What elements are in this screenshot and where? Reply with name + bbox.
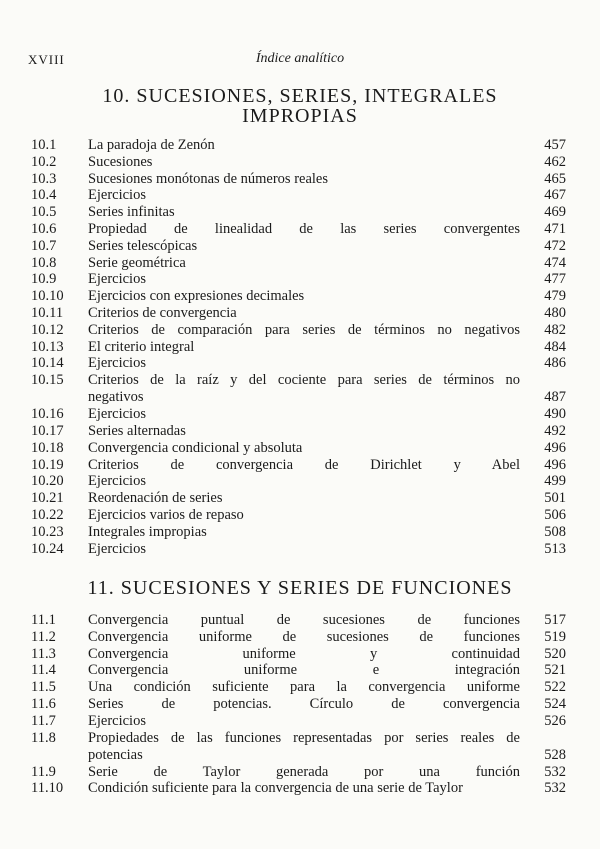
entry-page-number: 479 bbox=[544, 288, 566, 305]
entry-title: El criterio integral bbox=[88, 338, 195, 355]
entry-title: Propiedad de linealidad de las series convergentes bbox=[88, 221, 520, 237]
entry-title: Ejercicios bbox=[88, 187, 146, 204]
entry-title: Criterios de convergencia de Dirichlet y Abel bbox=[88, 456, 520, 473]
toc-entry bbox=[0, 137, 600, 154]
entry-title: Convergencia uniforme y continuidad bbox=[88, 645, 520, 662]
entry-title: Series de potencias. Círculo de convergencia bbox=[88, 696, 520, 712]
entry-title: Sucesiones monótonas de números reales bbox=[88, 170, 329, 187]
chapter-10-title-line-2: IMPROPIAS bbox=[242, 105, 358, 127]
toc-entry bbox=[0, 713, 600, 730]
entry-number: 10.20 bbox=[31, 473, 64, 490]
toc-entry bbox=[0, 221, 600, 238]
entry-number: 11.8 bbox=[31, 729, 56, 746]
toc-entry bbox=[0, 612, 600, 629]
entry-title: Ejercicios bbox=[88, 271, 146, 288]
entry-number: 10.22 bbox=[31, 507, 64, 523]
toc-entry bbox=[0, 271, 600, 288]
entry-page-number: 524 bbox=[544, 696, 566, 712]
toc-entry bbox=[0, 457, 600, 474]
entry-number: 10.2 bbox=[31, 153, 57, 170]
entry-number: 10.15 bbox=[31, 372, 64, 389]
entry-title: Ejercicios varios de repaso bbox=[88, 507, 244, 523]
toc-entry bbox=[0, 305, 600, 322]
toc-entry bbox=[0, 490, 600, 507]
toc-entry bbox=[0, 729, 600, 763]
toc-entry bbox=[0, 696, 600, 713]
toc-entry bbox=[0, 204, 600, 221]
entry-title: Integrales impropias bbox=[88, 523, 207, 540]
entry-page-number: 492 bbox=[544, 423, 566, 439]
entry-title: Convergencia puntual de sucesiones de funciones bbox=[88, 612, 520, 628]
entry-number: 10.11 bbox=[31, 305, 64, 321]
entry-title: Reordenación de series bbox=[88, 490, 223, 507]
toc-entry bbox=[0, 646, 600, 663]
entry-number: 10.21 bbox=[31, 490, 64, 507]
entry-title: Serie geométrica bbox=[88, 254, 186, 271]
entry-page-number: 522 bbox=[544, 679, 566, 696]
entry-page-number: 482 bbox=[544, 321, 566, 338]
toc-entry bbox=[0, 238, 600, 255]
entry-title: Condición suficiente para la convergencia de una serie de Taylor bbox=[88, 780, 463, 797]
toc-entry bbox=[0, 507, 600, 524]
entry-page-number: 532 bbox=[544, 780, 566, 797]
entry-number: 11.4 bbox=[31, 662, 56, 679]
toc-entry bbox=[0, 187, 600, 204]
entry-number: 10.24 bbox=[31, 540, 64, 557]
entry-number: 10.10 bbox=[31, 288, 64, 305]
entry-page-number: 472 bbox=[544, 237, 566, 254]
entry-number: 10.5 bbox=[31, 204, 57, 221]
entry-page-number: 519 bbox=[544, 628, 566, 645]
toc-entry bbox=[0, 171, 600, 188]
toc-entry bbox=[0, 255, 600, 272]
entry-page-number: 520 bbox=[544, 645, 566, 662]
entry-page-number: 490 bbox=[544, 406, 566, 423]
entry-page-number: 496 bbox=[544, 439, 566, 456]
entry-page-number: 487 bbox=[544, 389, 566, 406]
entry-title: Propiedades de las funciones representadas por series reales de bbox=[88, 729, 520, 746]
toc-entry bbox=[0, 339, 600, 356]
entry-title: Criterios de comparación para series de términos no negativos bbox=[88, 321, 520, 338]
entry-page-number: 486 bbox=[544, 355, 566, 372]
entry-number: 10.3 bbox=[31, 170, 57, 187]
entry-title: Convergencia uniforme e integración bbox=[88, 662, 520, 679]
entry-number: 10.9 bbox=[31, 271, 57, 288]
entry-number: 11.10 bbox=[31, 780, 64, 797]
entry-page-number: 499 bbox=[544, 473, 566, 490]
entry-title: Ejercicios bbox=[88, 712, 146, 729]
entry-title: Convergencia uniforme de sucesiones de funciones bbox=[88, 628, 520, 645]
header-title: Índice analítico bbox=[255, 51, 345, 66]
entry-title: Ejercicios bbox=[88, 406, 146, 423]
toc-entry bbox=[0, 629, 600, 646]
toc-entry bbox=[0, 406, 600, 423]
entry-number: 10.13 bbox=[31, 338, 64, 355]
entry-number: 10.6 bbox=[31, 221, 57, 237]
entry-page-number: 526 bbox=[544, 712, 566, 729]
entry-number: 11.2 bbox=[31, 628, 56, 645]
entry-title: Series telescópicas bbox=[88, 237, 198, 254]
entry-page-number: 532 bbox=[544, 763, 566, 780]
entry-title: Criterios de convergencia bbox=[88, 305, 237, 321]
entry-number: 10.4 bbox=[31, 187, 57, 204]
toc-entry bbox=[0, 764, 600, 781]
entry-page-number: 513 bbox=[544, 540, 566, 557]
toc-entry bbox=[0, 524, 600, 541]
toc-entry bbox=[0, 154, 600, 171]
entry-number: 11.5 bbox=[31, 679, 56, 696]
entry-title: Ejercicios con expresiones decimales bbox=[88, 288, 305, 305]
chapter-10-title-line-1: 10. SUCESIONES, SERIES, INTEGRALES bbox=[102, 85, 498, 107]
entry-number: 10.18 bbox=[31, 439, 64, 456]
entry-title: Series infinitas bbox=[88, 204, 175, 221]
entry-number: 11.3 bbox=[31, 645, 56, 662]
entry-page-number: 467 bbox=[544, 187, 566, 204]
entry-number: 10.1 bbox=[31, 137, 57, 153]
entry-number: 10.17 bbox=[31, 423, 64, 439]
header-page-number: XVIII bbox=[28, 52, 65, 67]
toc-entry bbox=[0, 780, 600, 797]
entry-page-number: 528 bbox=[544, 746, 566, 763]
entry-title: Sucesiones bbox=[88, 153, 153, 170]
entry-page-number: 469 bbox=[544, 204, 566, 221]
entry-number: 11.6 bbox=[31, 696, 56, 712]
entry-page-number: 465 bbox=[544, 170, 566, 187]
toc-entry bbox=[0, 355, 600, 372]
entry-number: 10.19 bbox=[31, 456, 64, 473]
entry-title: La paradoja de Zenón bbox=[88, 137, 215, 153]
entry-number: 10.23 bbox=[31, 523, 64, 540]
entry-page-number: 501 bbox=[544, 490, 566, 507]
entry-number: 11.1 bbox=[31, 612, 56, 628]
entry-page-number: 462 bbox=[544, 153, 566, 170]
entry-title: Ejercicios bbox=[88, 540, 146, 557]
toc-entry bbox=[0, 473, 600, 490]
entry-title: Ejercicios bbox=[88, 355, 146, 372]
entry-page-number: 517 bbox=[544, 612, 566, 628]
entry-title: Series alternadas bbox=[88, 423, 186, 439]
entry-page-number: 471 bbox=[544, 221, 566, 237]
entry-page-number: 457 bbox=[544, 137, 566, 153]
toc-entry bbox=[0, 679, 600, 696]
entry-number: 11.7 bbox=[31, 712, 56, 729]
entry-page-number: 521 bbox=[544, 662, 566, 679]
toc-entry bbox=[0, 440, 600, 457]
entry-number: 11.9 bbox=[31, 763, 56, 780]
entry-number: 10.16 bbox=[31, 406, 64, 423]
chapter-11-title: 11. SUCESIONES Y SERIES DE FUNCIONES bbox=[87, 577, 513, 599]
entry-title: Convergencia condicional y absoluta bbox=[88, 439, 303, 456]
entry-number: 10.8 bbox=[31, 254, 57, 271]
toc-entry bbox=[0, 322, 600, 339]
entry-title-continuation: potencias bbox=[88, 746, 143, 763]
entry-title: Serie de Taylor generada por una función bbox=[88, 763, 520, 780]
entry-number: 10.7 bbox=[31, 237, 57, 254]
toc-entry bbox=[0, 372, 600, 406]
entry-title: Criterios de la raíz y del cociente para series de términos no bbox=[88, 372, 520, 389]
entry-page-number: 496 bbox=[544, 456, 566, 473]
entry-title: Ejercicios bbox=[88, 473, 146, 490]
entry-number: 10.12 bbox=[31, 321, 64, 338]
entry-page-number: 477 bbox=[544, 271, 566, 288]
entry-page-number: 480 bbox=[544, 305, 566, 321]
toc-entry bbox=[0, 662, 600, 679]
entry-number: 10.14 bbox=[31, 355, 64, 372]
entry-title-continuation: negativos bbox=[88, 389, 144, 406]
toc-entry bbox=[0, 541, 600, 558]
entry-page-number: 506 bbox=[544, 507, 566, 523]
entry-title: Una condición suficiente para la convergencia uniforme bbox=[88, 679, 520, 696]
entry-page-number: 508 bbox=[544, 523, 566, 540]
entry-page-number: 484 bbox=[544, 338, 566, 355]
entry-page-number: 474 bbox=[544, 254, 566, 271]
toc-entry bbox=[0, 288, 600, 305]
toc-entry bbox=[0, 423, 600, 440]
